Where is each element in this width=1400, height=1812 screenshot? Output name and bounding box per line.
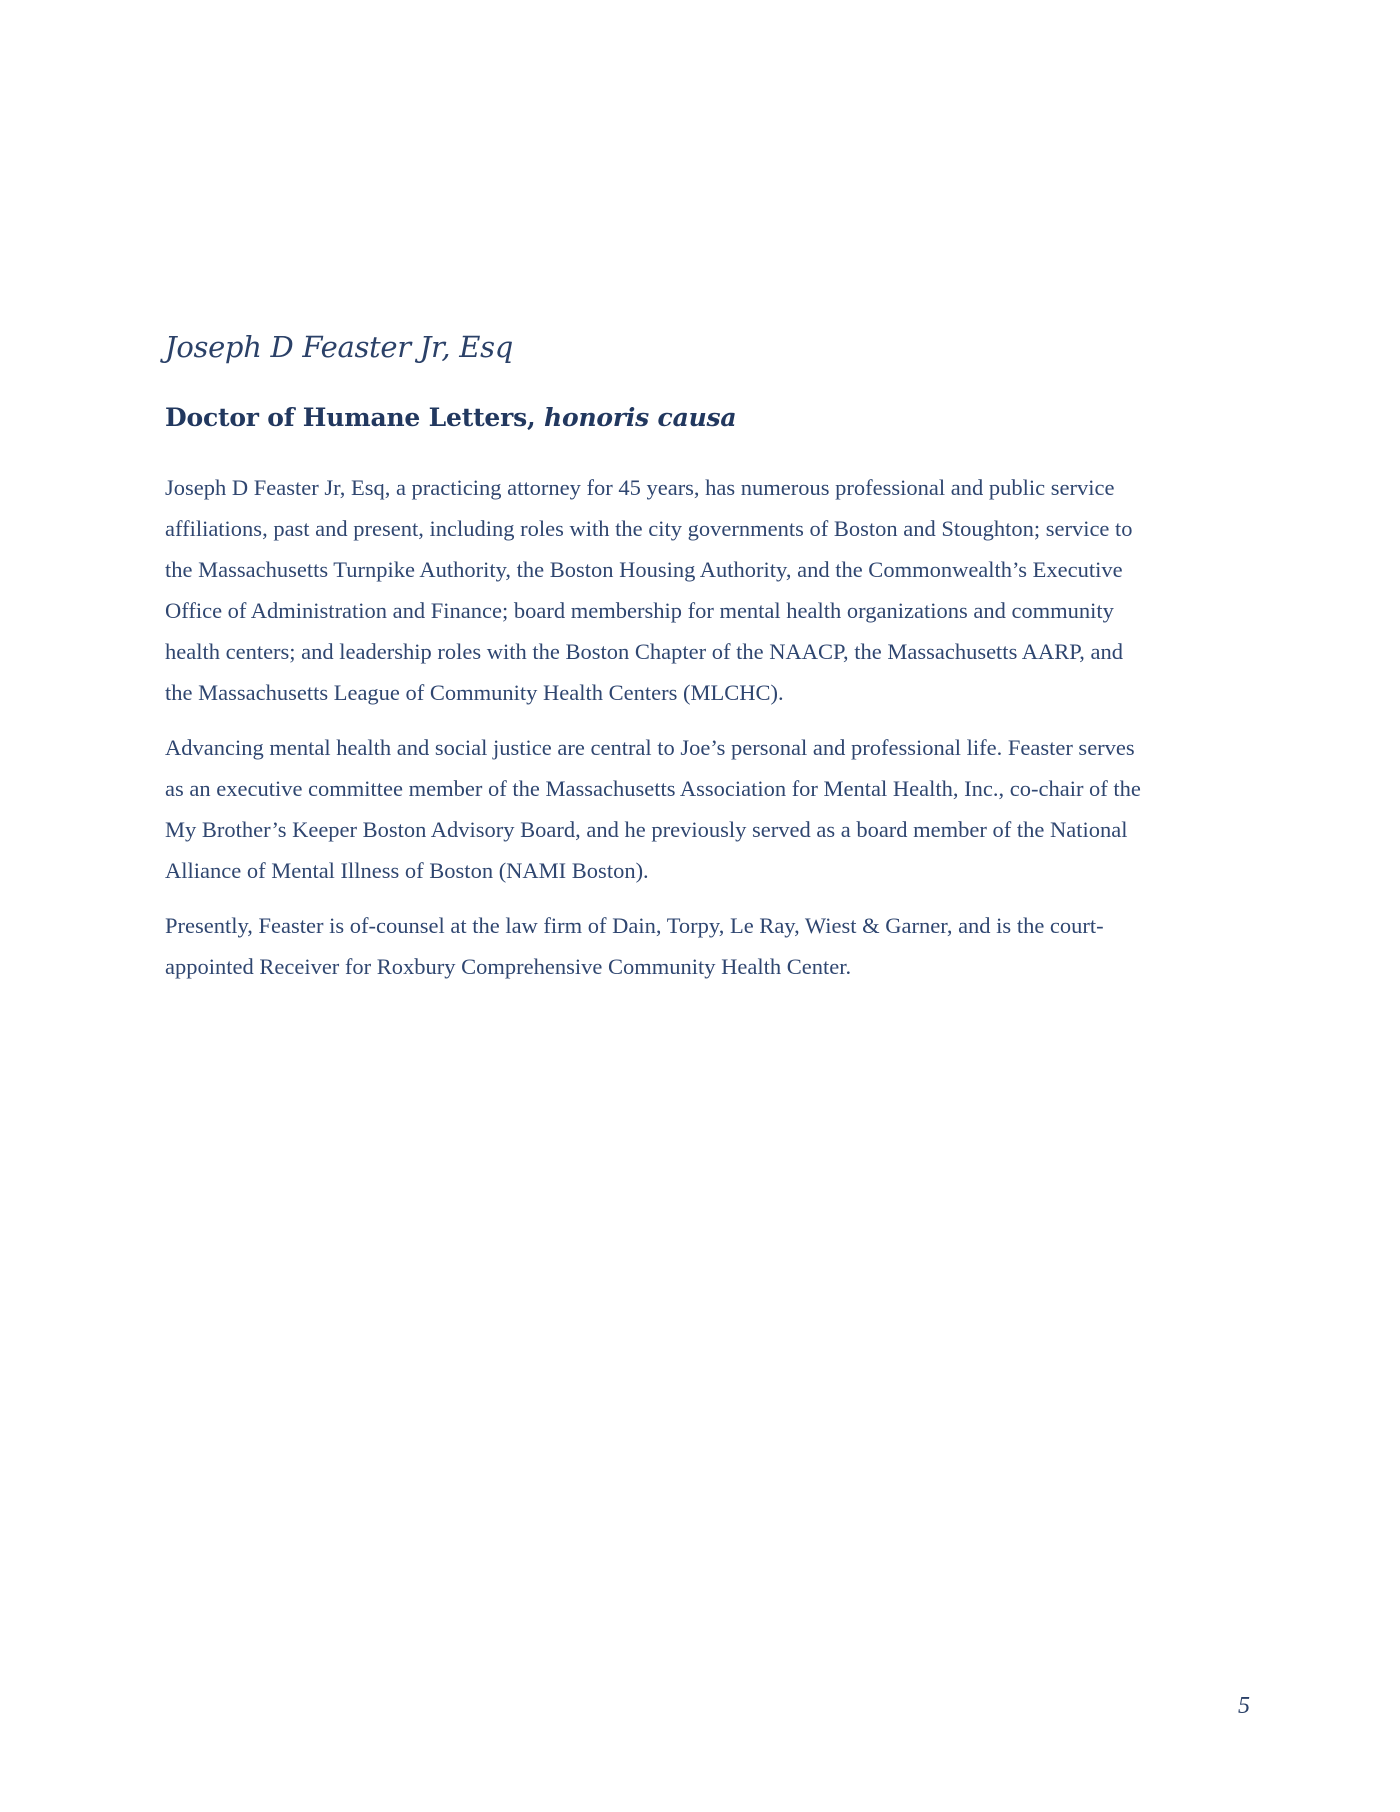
degree-title [165, 403, 1155, 433]
page-number: 5 [1238, 1693, 1250, 1719]
bio-paragraph-2: Advancing mental health and social justice are central to Joe’s personal and professional life. Feaster serves as an executive committee member of the Massachusetts Association for Mental Health, Inc., co-chair of the My Brother’s Keeper Boston Advisory Board, and he previously served as a board member of the National Alliance of Mental Illness of Boston (NAMI Boston). [165, 734, 1141, 883]
biography [165, 467, 1155, 987]
bio-paragraph-1: Joseph D Feaster Jr, Esq, a practicing attorney for 45 years, has numerous professional and public service affiliations, past and present, including roles with the city governments of Boston and Stoughton; service to the Massachusetts Turnpike Authority, the Boston Housing Authority, and the Commonwealth’s Executive Office of Administration and Finance; board membership for mental health organizations and community health centers; and leadership roles with the Boston Chapter of the NAACP, the Massachusetts AARP, and the Massachusetts League of Community Health Centers (MLCHC). [165, 474, 1133, 705]
degree-main: Doctor of Humane Letters, [165, 402, 536, 432]
honoree-section [165, 330, 1155, 1001]
degree-latin: honoris causa [544, 402, 737, 432]
bio-paragraph-3: Presently, Feaster is of-counsel at the law firm of Dain, Torpy, Le Ray, Wiest & Garner, and is the court-appointed Receiver for Roxbury Comprehensive Community Health Center. [165, 912, 1104, 979]
honoree-name: Joseph D Feaster Jr, Esq [165, 330, 513, 364]
